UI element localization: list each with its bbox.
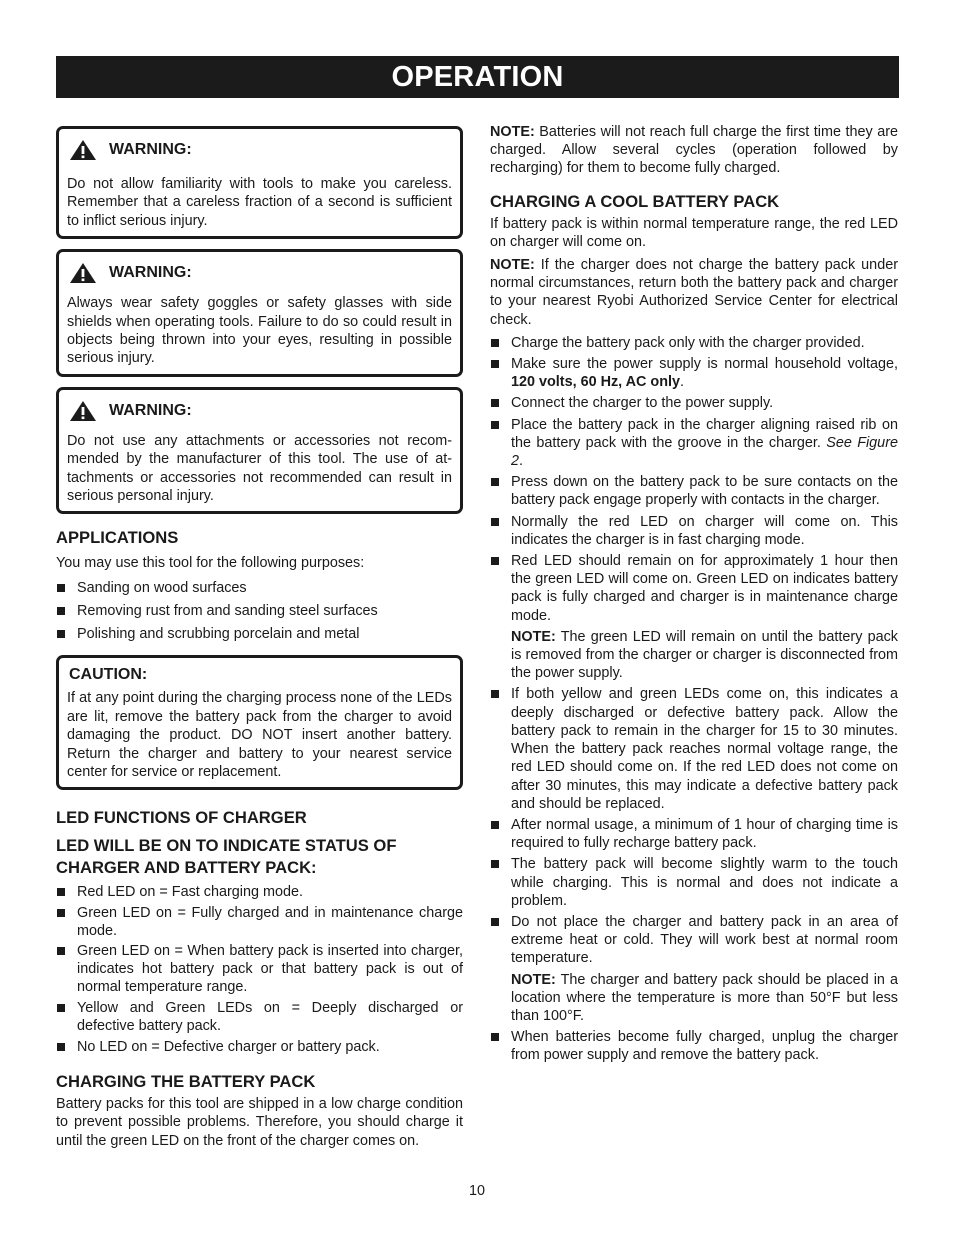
note-label: NOTE:	[511, 628, 556, 645]
caution-text: If at any point during the charging process none of the LEDs are lit, remove the battery pack from the charger to avoid damaging the product. DO NOT insert another battery. Return the charger and battery to your nearest service center for service or replacement.	[67, 690, 452, 780]
list-item: Charge the battery pack only with the charger provided.	[490, 334, 898, 352]
list-item: The battery pack will become slightly warm to the touch while charging. This is normal and does not indicate a problem.	[490, 855, 898, 910]
list-item: Sanding on wood surfaces	[56, 579, 463, 597]
warning-label: WARNING:	[109, 401, 192, 419]
list-item-text: Place the battery pack in the charger aligning raised rib on the battery pack with the groove in the charger.	[511, 416, 898, 451]
figure-reference: See Figure 2	[511, 434, 898, 470]
note-label: NOTE:	[511, 971, 556, 988]
warning-header	[67, 400, 452, 422]
warning-header	[67, 262, 452, 284]
applications-intro: You may use this tool for the following purposes:	[56, 555, 365, 572]
caution-label: CAUTION:	[69, 666, 148, 684]
cool-battery-heading: CHARGING A COOL BATTERY PACK	[490, 191, 780, 211]
list-item: No LED on = Defective charger or battery pack.	[56, 1038, 463, 1056]
cool-battery-text: If battery pack is within normal temperature range, the red LED on charger will come on.	[490, 215, 898, 250]
warning-label: WARNING:	[109, 264, 192, 282]
applications-heading: APPLICATIONS	[56, 528, 179, 548]
warning-box-1	[56, 126, 463, 239]
note-text: The green LED will remain on until the battery pack is removed from the charger or charger is disconnected from the power supply.	[511, 628, 898, 682]
note-label: NOTE:	[490, 124, 535, 140]
note-paragraph	[490, 256, 898, 329]
warning-icon	[69, 262, 97, 284]
list-item: Removing rust from and sanding steel surfaces	[56, 602, 463, 620]
list-item: Polishing and scrubbing porcelain and metal	[56, 625, 463, 643]
note-text: If the charger does not charge the battery pack under normal circumstances, return both the battery pack and charger to your nearest Ryobi Authorized Service Center for electrical check.	[490, 257, 898, 328]
list-item: After normal usage, a minimum of 1 hour of charging time is required to fully recharge battery pack.	[490, 816, 898, 852]
warning-label: WARNING:	[109, 141, 192, 158]
list-item: Normally the red LED on charger will come on. This indicates the charger is in fast charging mode.	[490, 513, 898, 549]
applications-list	[56, 579, 463, 644]
page-title: OPERATION	[56, 56, 899, 98]
list-item-text: .	[519, 453, 524, 470]
list-item: Green LED on = Fully charged and in maintenance charge mode.	[56, 904, 463, 940]
list-item: Green LED on = When battery pack is inserted into charger, indicates hot battery pack or that battery pack is out of normal temperature range.	[56, 942, 463, 997]
list-item: Yellow and Green LEDs on = Deeply discharged or defective battery pack.	[56, 999, 463, 1035]
note-paragraph	[490, 123, 898, 178]
page-number: 10	[468, 1183, 485, 1199]
list-item: Do not place the charger and battery pack in an area of extreme heat or cold. They will work best at normal room temperature.	[490, 913, 898, 968]
charging-steps-list	[490, 334, 898, 625]
charging-steps-list-final	[490, 1028, 898, 1064]
charging-text: Battery packs for this tool are shipped in a low charge condition to prevent possible problems. Therefore, you should charge it until the green LED on the front of the charger comes on.	[56, 1096, 463, 1149]
led-status-heading: LED WILL BE ON TO INDICATE STATUS OF CHARGER AND BATTERY PACK:	[56, 836, 397, 878]
list-item	[490, 416, 898, 471]
left-column	[56, 126, 463, 1150]
warning-box-2	[56, 249, 463, 377]
warning-text: Always wear safety goggles or safety glasses with side shields when operating tools. Failure to do so could result in objects being thrown into your eyes, resulting in possible serious injury.	[67, 295, 452, 367]
led-functions-list	[56, 883, 463, 1056]
right-column	[490, 123, 898, 1065]
list-item: Red LED on = Fast charging mode.	[56, 883, 463, 901]
list-item-text: Make sure the power supply is normal household voltage,	[511, 356, 898, 373]
led-functions-heading: LED FUNCTIONS OF CHARGER	[56, 808, 307, 828]
list-item: Connect the charger to the power supply.	[490, 394, 898, 412]
note-text: The charger and battery pack should be placed in a location where the temperature is more than 50°F but less than 100°F.	[511, 971, 898, 1024]
list-item-text: .	[680, 374, 685, 391]
warning-header	[67, 139, 452, 161]
voltage-spec: 120 volts, 60 Hz, AC only	[511, 374, 681, 391]
warning-text: Do not use any attachments or accessories not recommended by the manufacturer of this tool. The use of attachments or accessories not recommended can result in serious personal injury.	[67, 432, 452, 505]
charging-heading: CHARGING THE BATTERY PACK	[56, 1072, 316, 1092]
list-item: If both yellow and green LEDs come on, this indicates a deeply discharged or defective battery pack. Allow the battery pack to remain in the charger for 15 to 30 minutes. When the battery pack reaches normal voltage range, the red LED should come on. If the red LED does not come on after 30 minutes, this may indicate a defective battery pack and should be replaced.	[490, 685, 898, 812]
warning-box-3	[56, 387, 463, 515]
note-paragraph	[490, 971, 898, 1026]
warning-icon	[69, 139, 97, 161]
charging-steps-list-continued	[490, 685, 898, 967]
list-item: When batteries become fully charged, unplug the charger from power supply and remove the battery pack.	[490, 1028, 898, 1064]
caution-box	[56, 655, 463, 790]
warning-text: Do not allow familiarity with tools to make you careless. Remember that a careless fraction of a second is sufficient to inflict serious injury.	[67, 176, 452, 229]
list-item: Red LED should remain on for approximately 1 hour then the green LED will come on. Green LED on indicates battery pack is fully charged and charger is in maintenance charge mode.	[490, 552, 898, 625]
note-paragraph	[490, 628, 898, 683]
list-item: Press down on the battery pack to be sure contacts on the battery pack engage properly with contacts in the charger.	[490, 473, 898, 509]
note-text: Batteries will not reach full charge the first time they are charged. Allow several cycles (operation followed by recharging) for them to become fully charged.	[490, 124, 898, 177]
list-item	[490, 355, 898, 391]
note-label: NOTE:	[490, 257, 535, 274]
warning-icon	[69, 400, 97, 422]
